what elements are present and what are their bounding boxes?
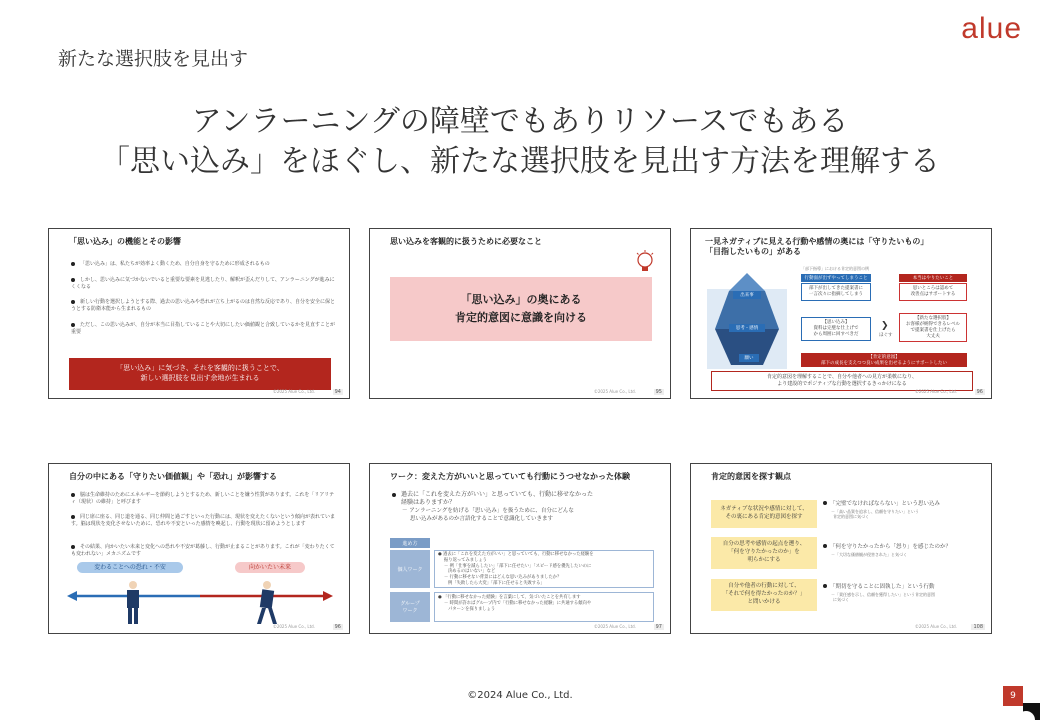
belief-box: 【思い込み】 資料は完璧な仕上げで から周囲に回すべきだ: [801, 317, 871, 341]
perspective-box: 自分や他者の行動に対して、 「それで何を得たかったのか？」 と問いかける: [711, 579, 817, 611]
thumb-title: 思い込みを客観的に扱うために必要なこと: [390, 237, 542, 246]
iceberg-label: 願い: [739, 354, 759, 362]
flow-label: 進め方: [390, 538, 430, 548]
bullet-sub: － アンラーニングを妨げる「思い込み」を扱うために、自分にどんな 思い込みがあるのか言語化することで意識化していきます: [402, 508, 574, 522]
headline-line-2: 「思い込み」をほぐし、新たな選択肢を見出す方法を理解する: [100, 144, 940, 179]
left-box: 部下が出してきた提案書に 一言次々に指摘してしまう: [801, 283, 871, 301]
arrow-icon: ❯: [881, 321, 889, 331]
person-icon: [255, 580, 279, 626]
summary-banner: 「思い込み」に気づき、それを客観的に扱うことで、 新しい選択肢を見出す余地が生まれる: [69, 358, 331, 390]
lightbulb-icon: [634, 249, 656, 275]
thumb-title: 自分の中にある「守りたい価値観」や「恐れ」が影響する: [69, 472, 277, 481]
alue-logo: alue: [961, 12, 1022, 45]
corner-decoration-icon: [1023, 703, 1040, 720]
thumb-page-number: 108: [973, 624, 983, 630]
thumb-title: 肯定的意図を探す観点: [711, 472, 791, 481]
thumb-copyright: ©2025 Alue Co., Ltd.: [593, 624, 636, 629]
perspective-example: 「何を守りたかったから「怒り」を感じたのか？ －「大切な価値観が侵害された」と気づく: [823, 544, 983, 557]
slide-thumbnail-94[interactable]: [48, 228, 350, 399]
thumb-copyright: ©2025 Alue Co., Ltd.: [914, 624, 957, 629]
footer-copyright: ©2024 Alue Co., Ltd.: [467, 690, 573, 701]
personal-work-text: ● 過去に「これを変えた方がいい」と思っていても、行動に移せなかった経験を 振り返ってみましょう － 例「仕事を減らしたい」「部下に任せたい」「スピード感を優先したいのに 決めるのはいない」など － 行動に移せない背景にはどんな思い込みがありましたか？ 例「失敗したら大変」「部下に任せると失敗する」: [434, 550, 654, 588]
unravel-arrow-label: ほぐす: [879, 333, 893, 338]
bullet: 新しい行動を選択しようとする際、過去の思い込みや恐れが立ち上がるのは自然な反応であり、自分を安全に保とうとする防衛本能から生まれるもの: [71, 299, 336, 312]
future-label: 向かいたい未来: [235, 562, 305, 573]
slide-thumbnail-108[interactable]: [690, 463, 992, 634]
thumb-title: 一見ネガティブに見える行動や感情の奥には「守りたいもの」 「目指したいもの」がある: [705, 237, 929, 257]
section-title: 新たな選択肢を見出す: [58, 48, 249, 70]
thumb-copyright: ©2025 Alue Co., Ltd.: [272, 389, 315, 394]
bullet: ただし、この思い込みが、自分が本当に目指していることや大切にしたい価値観と合致しているかを見直すことが重要: [71, 322, 336, 335]
left-header: 行動面が出ずやってしまうこと: [801, 274, 871, 282]
slide-thumbnail-97[interactable]: [369, 463, 671, 634]
positive-intent-bar: 【肯定的意図】 部下の成長を支えつつ良い成果を出せるようにサポートしたい: [801, 353, 967, 367]
right-box: 思いところは認めて 改善点はサポートする: [899, 283, 967, 301]
person-icon: [123, 580, 143, 626]
bullet: 「思い込み」は、私たちが効率よく動くため、自分自身を守るために形成されるもの: [71, 261, 335, 268]
iceberg-label: 出来事: [733, 291, 761, 299]
page-number: 9: [1003, 686, 1023, 706]
slide-thumbnail-96[interactable]: [690, 228, 992, 399]
thumb-page-number: 96: [976, 389, 983, 395]
perspective-example: 「期切を守ることに固執した」という行動 －「責任感を示し、信頼を獲得したい」という肯定的意図 に気づく: [823, 584, 983, 603]
thumb-title: 「思い込み」の機能とその影響: [69, 237, 181, 246]
example-note: 「部下指導」における肯定的意図の例: [801, 266, 869, 271]
right-header: 本当はやりたいこと: [899, 274, 967, 282]
tug-arrow: [67, 590, 333, 602]
thumb-page-number: 94: [334, 389, 341, 395]
fear-label: 変わることへの恐れ・不安: [77, 562, 183, 573]
perspective-example: 「完璧でなければならない」という思い込み －「高い品質を追求し、信頼を守りたい」という 肯定的意図に気づく: [823, 501, 983, 520]
thumb-copyright: ©2025 Alue Co., Ltd.: [914, 389, 957, 394]
iceberg-label: 思考・感情: [729, 324, 765, 332]
bullet: 同じ席に座る、同じ道を通る、同じ仲間と過ごすといった行動には、現状を変えたくないという傾向が表れています。脳は現状を変化させないために、恐れや不安といった感情を喚起し、行動を現状に留めようとします: [71, 514, 336, 527]
new-option-box: 【新たな選択肢】 お客様が納得できるレベル で提案書を仕上げたら 大丈夫: [899, 313, 967, 342]
slide-thumbnail-95[interactable]: [369, 228, 671, 399]
thumb-page-number: 97: [655, 624, 662, 630]
personal-work-label: 個人ワーク: [390, 550, 430, 588]
perspective-box: 自分の思考や感情の起点を遡り、 「何を守りたかったのか」を 明らかにする: [711, 537, 817, 569]
slide-thumbnail-values-fear[interactable]: [48, 463, 350, 634]
group-work-text: ● 「行動に移せなかった経験」を言葉にして、気づいたことを共有します － 時間が許ればグループ内で「行動に移せなかった経験」に共通する傾向や パターンを探りましょう: [434, 592, 654, 622]
bullet: 脳は生命維持のためにエネルギーを節約しようとするため、新しいことを嫌う性質があります。これを「リアリティ（現状）の維持」と呼びます: [71, 492, 335, 505]
headline-line-1: アンラーニングの障壁でもありリソースでもある: [191, 104, 849, 139]
summary-box: 肯定的意図を理解することで、自分や他者への見方が柔軟になり、 より建設的でポジティブな行動を選択するきっかけになる: [711, 371, 973, 391]
group-work-label: グループ ワーク: [390, 592, 430, 622]
thumb-title: ワーク：変えた方がいいと思っていても行動にうつせなかった体験: [390, 472, 630, 481]
key-message-box: 「思い込み」の奥にある 肯定的意図に意識を向ける: [390, 277, 652, 341]
bullet: 過去に「これを変えた方がいい」と思っていても、行動に移せなかった 経験はありますか？: [392, 491, 656, 508]
thumb-copyright: ©2025 Alue Co., Ltd.: [593, 389, 636, 394]
thumb-page-number: 95: [655, 389, 662, 395]
bullet: その結果、向かいたい未来と変化への恐れや不安が葛藤し、行動が止まることがあります。これが「変わりたくても変われない」メカニズムです: [71, 544, 335, 557]
perspective-box: ネガティブな状況や感情に対して、 その裏にある肯定的意図を探す: [711, 500, 817, 528]
bullet: しかし、思い込みに気づかないでいると重要な要素を見逃したり、解釈が歪んだりして、アンラーニングが進みにくくなる: [71, 277, 335, 290]
thumb-page-number: 96: [334, 624, 341, 630]
thumb-copyright: ©2025 Alue Co., Ltd.: [272, 624, 315, 629]
